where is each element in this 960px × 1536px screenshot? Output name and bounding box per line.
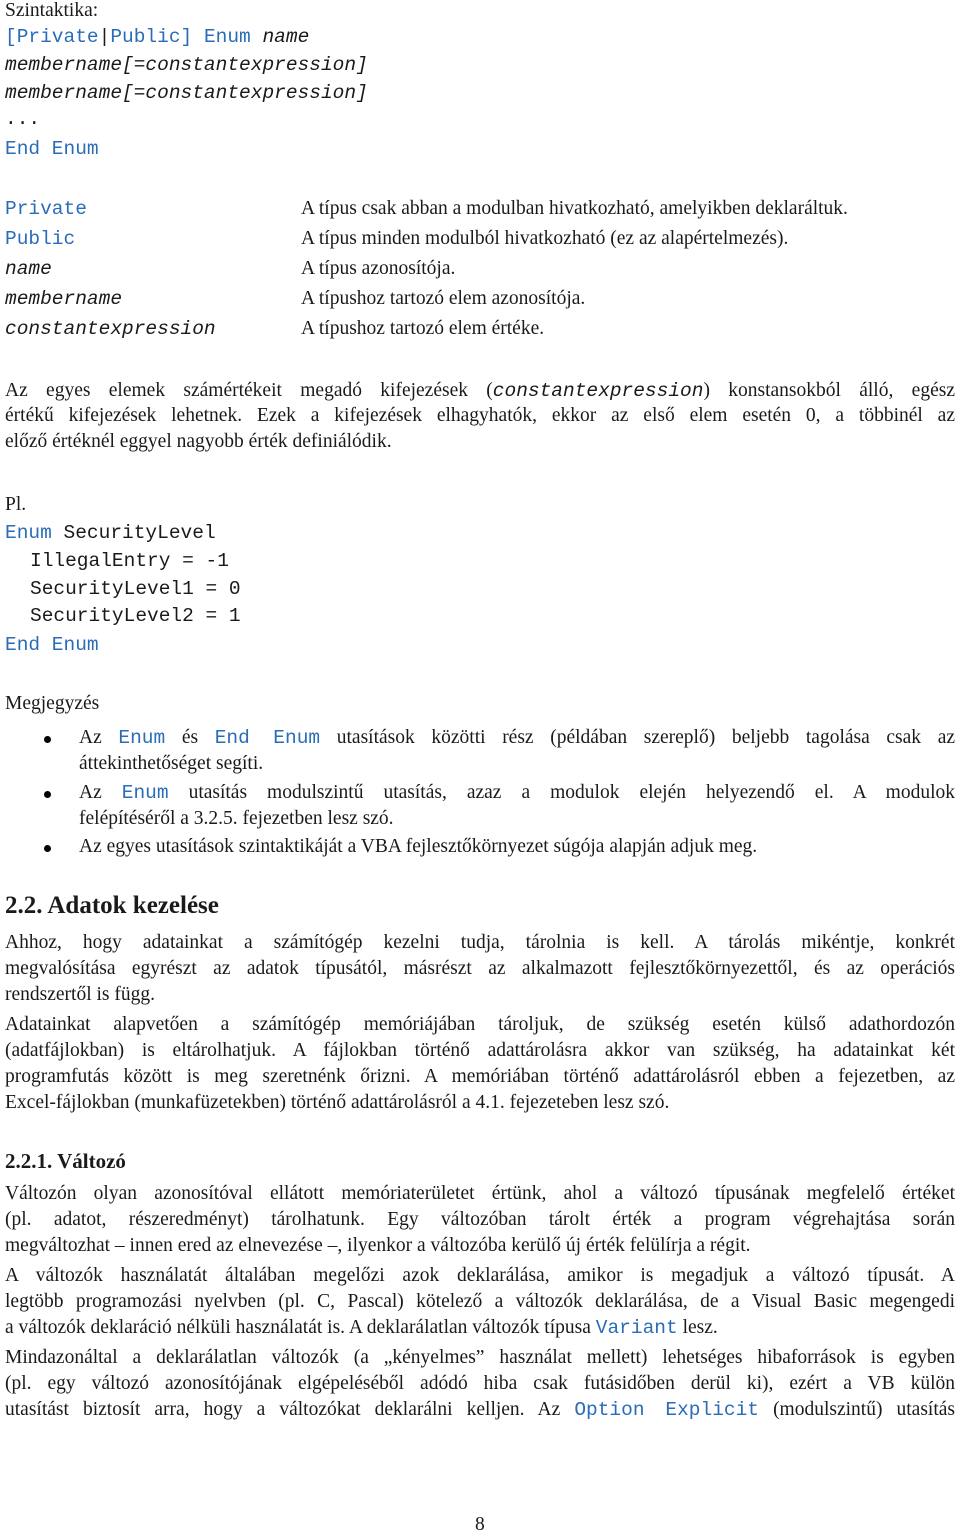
paragraph-line: Adatainkat alapvetően a számítógép memóriájában tároljuk, de szükség esetén külső adathordozón — [5, 1014, 955, 1035]
paragraph-line: programfutás között is meg szeretnénk őrizni. A memóriában történő adattárolásról ebben a fejezetben, az — [5, 1066, 955, 1087]
paragraph-line: (pl. egy változó azonosítójának elgépeléséből adódó hiba csak futásidőben derül ki), ezért a VB külön — [5, 1373, 955, 1394]
param-desc: A típushoz tartozó elem azonosítója. — [301, 288, 586, 309]
paragraph-line: legtöbb programozási nyelvben (pl. C, Pascal) kötelező a változók deklarálása, de a Visual Basic megengedi — [5, 1291, 955, 1312]
syntax-heading: Szintaktika: — [5, 0, 99, 21]
syntax-end-enum: End Enum — [5, 138, 99, 160]
paragraph-line: A változók használatát általában megelőzi azok deklarálása, amikor is megadjuk a változó típusát. A — [5, 1265, 955, 1286]
note-item-continuation: felépítéséről a 3.2.5. fejezetben lesz szó. — [79, 808, 394, 829]
note-item-continuation: áttekinthetőséget segíti. — [79, 753, 264, 774]
paragraph-line: Az egyes elemek számértékeit megadó kifejezések (constantexpression) konstansokból álló, egész — [5, 380, 955, 402]
example-member: SecurityLevel2 = 1 — [30, 605, 241, 627]
note-item: Az egyes utasítások szintaktikáját a VBA fejlesztőkörnyezet súgója alapján adjuk meg. — [79, 836, 758, 857]
param-desc: A típus csak abban a modulban hivatkozható, amelyikben deklaráltuk. — [301, 198, 848, 219]
param-term: constantexpression — [5, 318, 216, 340]
paragraph-line: utasítást biztosít arra, hogy a változókat deklarálni kelljen. Az Option Explicit (modulszintű) utasítás — [5, 1399, 955, 1421]
syntax-member-line: membername[=constantexpression] — [5, 82, 368, 104]
note-item: Az Enum utasítás modulszintű utasítás, azaz a modulok elején helyezendő el. A modulok — [79, 782, 955, 804]
syntax-ellipsis: ... — [5, 108, 41, 130]
paragraph-line: előző értéknél eggyel nagyobb érték definiálódik. — [5, 431, 392, 452]
paragraph-line: Ahhoz, hogy adatainkat a számítógép kezelni tudja, tárolnia is kell. A tárolás mikéntje, konkrét — [5, 932, 955, 953]
bullet-icon — [44, 845, 51, 852]
example-label: Pl. — [5, 494, 27, 515]
paragraph-line: rendszertől is függ. — [5, 984, 156, 1005]
example-member: SecurityLevel1 = 0 — [30, 578, 241, 600]
paragraph-line: Mindazonáltal a deklarálatlan változók (a „kényelmes” használat mellett) lehetséges hibaforrások is egyben — [5, 1347, 955, 1368]
example-end-enum: End Enum — [5, 634, 99, 656]
paragraph-line: (pl. adatot, részeredményt) tárolhatunk. Egy változóban tárolt érték a program végrehajtása során — [5, 1209, 955, 1230]
bullet-icon — [44, 736, 51, 743]
note-item: Az Enum és End Enum utasítások közötti rész (példában szereplő) beljebb tagolása csak az — [79, 727, 956, 749]
param-desc: A típus azonosítója. — [301, 258, 456, 279]
section-heading: 2.2. Adatok kezelése — [5, 892, 219, 919]
paragraph-line: Excel-fájlokban (munkafüzetekben) történő adattárolásról a 4.1. fejezeteben lesz szó. — [5, 1092, 670, 1113]
example-member: IllegalEntry = -1 — [30, 550, 229, 572]
paragraph-line: Változón olyan azonosítóval ellátott memóriaterületet értünk, ahol a változó típusának megfelelő értéket — [5, 1183, 955, 1204]
param-desc: A típushoz tartozó elem értéke. — [301, 318, 545, 339]
paragraph-line: értékű kifejezések lehetnek. Ezek a kifejezések elhagyhatók, ekkor az első elem esetén 0, a többinél az — [5, 405, 955, 426]
param-term: Private — [5, 198, 87, 220]
subsection-heading: 2.2.1. Változó — [5, 1149, 126, 1173]
param-term: membername — [5, 288, 123, 310]
paragraph-line: megváltozhat – innen ered az elnevezése –, ilyenkor a változóba kerülő új érték felülírja a régit. — [5, 1235, 751, 1256]
example-enum-line: Enum SecurityLevel — [5, 522, 216, 544]
note-heading: Megjegyzés — [5, 693, 100, 714]
page-number: 8 — [475, 1514, 485, 1535]
param-desc: A típus minden modulból hivatkozható (ez az alapértelmezés). — [301, 228, 789, 249]
param-term: Public — [5, 228, 76, 250]
bullet-icon — [44, 791, 51, 798]
syntax-line-declaration: [Private|Public] Enum name — [5, 26, 310, 48]
paragraph-line: megvalósítása egyrészt az adatok típusától, másrészt az alkalmazott fejlesztőkörnyezettől, és az operációs — [5, 958, 955, 979]
param-term: name — [5, 258, 52, 280]
paragraph-line: a változók deklaráció nélküli használatát is. A deklarálatlan változók típusa Variant lesz. — [5, 1317, 718, 1339]
syntax-member-line: membername[=constantexpression] — [5, 54, 368, 76]
paragraph-line: (adatfájlokban) is eltárolhatjuk. A fájlokban történő adattárolásra akkor van szükség, ha adatainkat két — [5, 1040, 955, 1061]
